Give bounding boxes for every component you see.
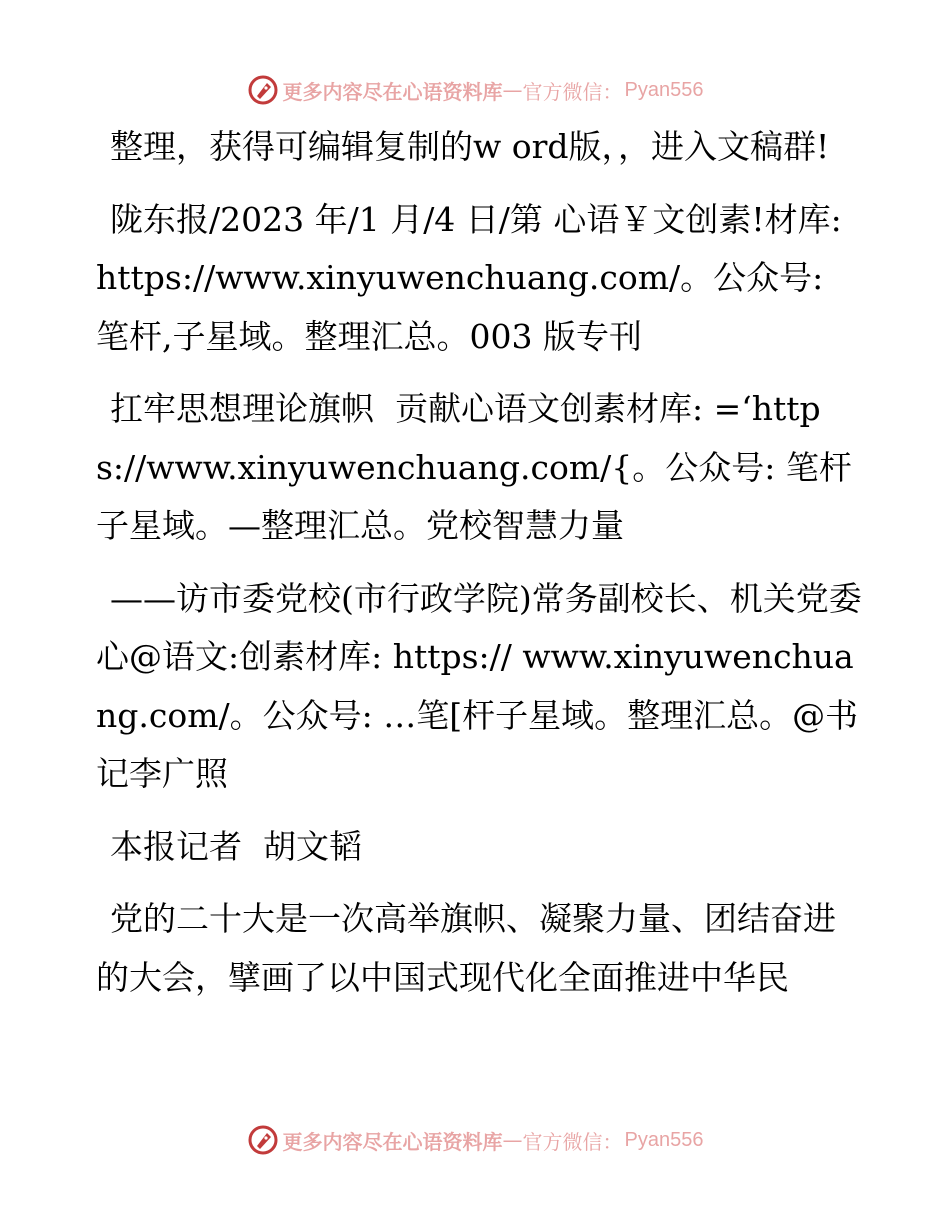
paragraph-4: ——访市委党校(市行政学院)常务副校长、机关党委心@语文:创素材库: https:// www.xinyuwenchuang.com/。公众号: …笔[杆子星域。整理汇总。@书记李广照 xyxy=(96,578,862,793)
paragraph-5: 本报记者 胡文韬 xyxy=(110,826,362,866)
footer-watermark-banner xyxy=(0,1122,950,1158)
banner-wechat-id: Pyan556 xyxy=(624,1128,704,1151)
document-body xyxy=(96,118,866,1021)
banner-main-text: 更多内容尽在心语资料库 xyxy=(282,79,503,104)
pen-nib-circle-icon xyxy=(247,74,279,106)
paragraph-3: 扛牢思想理论旗帜 贡献心语文创素材库: =‘https://www.xinyuwenchuang.com/{。公众号: 笔杆子星域。—整理汇总。党校智慧力量 xyxy=(96,389,852,545)
header-watermark-banner xyxy=(0,72,950,108)
banner-sub-text: 官方微信： xyxy=(522,79,623,104)
paragraph-1: 整理，获得可编辑复制的w ord版，，进入文稿群! xyxy=(110,127,830,166)
banner-main-text: 更多内容尽在心语资料库 xyxy=(282,1129,503,1154)
banner-wechat-id: Pyan556 xyxy=(624,78,704,101)
banner-dash: — xyxy=(502,1128,523,1152)
banner-sub-text: 官方微信： xyxy=(522,1129,623,1154)
paragraph-6: 党的二十大是一次高举旗帜、凝聚力量、团结奋进的大会，擘画了以中国式现代化全面推进中华民 xyxy=(96,899,836,997)
pen-nib-circle-icon xyxy=(247,1124,279,1156)
paragraph-2: 陇东报/2023 年/1 月/4 日/第 心语￥文创素!材库: https://www.xinyuwenchuang.com/。公众号: 笔杆,子星域。整理汇总。003 版专刊 xyxy=(96,199,853,356)
banner-dash: — xyxy=(502,78,523,102)
